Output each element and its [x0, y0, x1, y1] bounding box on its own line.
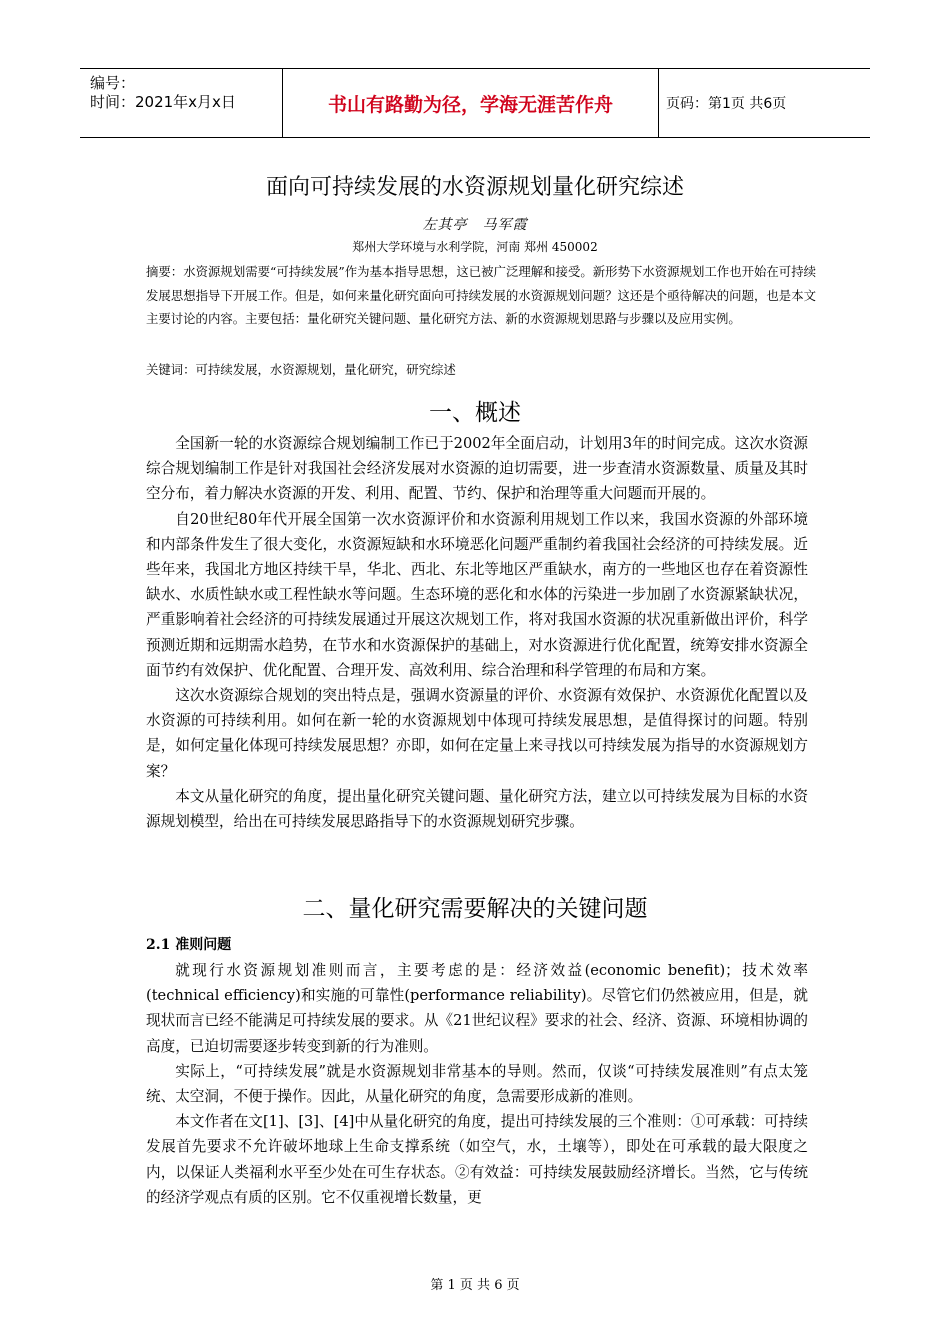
time-label: 时间：2021年x月x日 [90, 93, 236, 111]
subsection-2-1-heading: 2.1 准则问题 [146, 937, 232, 953]
section2-paragraph: 就现行水资源规划准则而言，主要考虑的是：经济效益(economic benefit)；技术效率(technical efficiency)和实施的可靠性(performance reliability)。尽管它们仍然被应用，但是，就现状而言已经不能满足可持续发展的要求。从《21世纪议程》要求的社会、经济、资源、环境相协调的高度，已迫切需要逐步转变到新的行为准则。 [146, 962, 808, 1055]
paper-affiliation: 郑州大学环境与水利学院，河南 郑州 450002 [352, 240, 598, 254]
paper-keywords: 关键词：可持续发展，水资源规划，量化研究，研究综述 [146, 362, 456, 377]
section2-body [146, 958, 808, 1210]
section1-paragraph: 自20世纪80年代开展全国第一次水资源评价和水资源利用规划工作以来，我国水资源的外部环境和内部条件发生了很大变化，水资源短缺和水环境恶化问题严重制约着我国社会经济的可持续发展。近些年来，我国北方地区持续干旱，华北、西北、东北等地区严重缺水，南方的一些地区也存在着资源性缺水、水质性缺水或工程性缺水等问题。生态环境的恶化和水体的污染进一步加剧了水资源紧缺状况，严重影响着社会经济的可持续发展通过开展这次规划工作，将对我国水资源的状况重新做出评价，科学预测近期和远期需水趋势，在节水和水资源保护的基础上，对水资源进行优化配置，统筹安排水资源全面节约有效保护、优化配置、合理开发、高效利用、综合治理和科学管理的布局和方案。 [146, 510, 808, 679]
section1-paragraph: 这次水资源综合规划的突出特点是，强调水资源量的评价、水资源有效保护、水资源优化配置以及水资源的可持续利用。如何在新一轮的水资源规划中体现可持续发展思想，是值得探讨的问题。特别是，如何定量化体现可持续发展思想？亦即，如何在定量上来寻找以可持续发展为指导的水资源规划方案？ [146, 687, 808, 780]
header-page-label: 页码：第1页 共6页 [666, 96, 787, 112]
section1-body [146, 431, 808, 834]
paper-abstract: 摘要：水资源规划需要“可持续发展”作为基本指导思想，这已被广泛理解和接受。新形势下水资源规划工作也开始在可持续发展思想指导下开展工作。但是，如何来量化研究面向可持续发展的水资源规划问题？这还是个亟待解决的问题，也是本文主要讨论的内容。主要包括：量化研究关键问题、量化研究方法、新的水资源规划思路与步骤以及应用实例。 [146, 264, 816, 326]
section1-heading: 一、概述 [429, 400, 521, 426]
section2-paragraph: 实际上，“可持续发展”就是水资源规划非常基本的导则。然而，仅谈“可持续发展准则”有点太笼统、太空洞，不便于操作。因此，从量化研究的角度，急需要形成新的准则。 [146, 1062, 808, 1106]
number-label: 编号： [90, 74, 136, 92]
paper-authors: 左其亭 马军霞 [422, 217, 528, 233]
section2-heading: 二、量化研究需要解决的关键问题 [302, 896, 648, 922]
header-meta [80, 69, 282, 137]
section1-paragraph: 本文从量化研究的角度，提出量化研究关键问题、量化研究方法，建立以可持续发展为目标的水资源规划模型，给出在可持续发展思路指导下的水资源规划研究步骤。 [146, 787, 808, 831]
paper-title: 面向可持续发展的水资源规划量化研究综述 [265, 175, 684, 200]
section1-paragraph: 全国新一轮的水资源综合规划编制工作已于2002年全面启动，计划用3年的时间完成。这次水资源综合规划编制工作是针对我国社会经济发展对水资源的迫切需要，进一步查清水资源数量、质量及其时空分布，着力解决水资源的开发、利用、配置、节约、保护和治理等重大问题而开展的。 [146, 435, 808, 503]
page-footer: 第 1 页 共 6 页 [430, 1278, 520, 1293]
header-motto: 书山有路勤为径，学海无涯苦作舟 [282, 69, 659, 137]
section2-paragraph: 本文作者在文[1]、[3]、[4]中从量化研究的角度，提出可持续发展的三个准则：①可承载：可持续发展首先要求不允许破坏地球上生命支撑系统（如空气，水，土壤等），即处在可承载的最大限度之内，以保证人类福利水平至少处在可生存状态。②有效益：可持续发展鼓励经济增长。当然，它与传统的经济学观点有质的区别。它不仅重视增长数量，更 [146, 1113, 808, 1206]
page-header [80, 68, 870, 138]
